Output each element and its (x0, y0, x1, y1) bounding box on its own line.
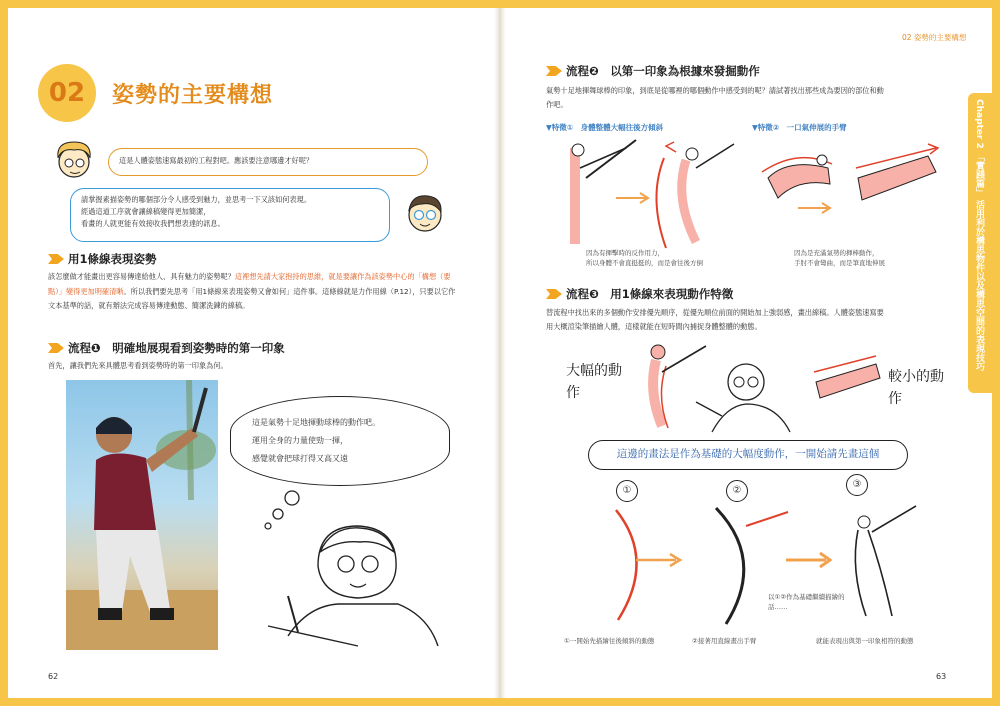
chapter-heading (38, 64, 274, 124)
thought-text (252, 414, 442, 468)
chapter-title: 姿勢的主要構想 (112, 83, 274, 108)
caption-line: 所以身體不會直挺挺的，而是會往後方倒 (586, 259, 703, 267)
thought-line: 運用全身的力量使勁一揮， (252, 436, 348, 445)
section-arrow-icon (546, 289, 562, 299)
section-arrow-icon (546, 66, 562, 76)
feature2-label: ▼特徵② 一口氣伸展的手臂 (752, 123, 847, 132)
right-page (506, 8, 992, 698)
body-line: 用大概渲染筆描繪人體，這樣就能在短時間內捕捉身體整體的動態。 (546, 322, 762, 331)
body-line: 氣勢十足地揮舞球棒的印象，到底是從哪裡的哪個動作中感受到的呢？請試著找出那些成為要因的部位和動 (546, 86, 884, 95)
bottom-caption-2: ②接著用直線畫出手臂 (692, 637, 757, 645)
step1-title: 流程❶ 明確地展現看到姿勢時的第一印象 (68, 341, 285, 355)
handwritten-small-motion: 較小的動作 (888, 369, 944, 407)
character-glasses-icon (400, 188, 450, 238)
bubble-text: 這是人體姿態速寫最初的工程對吧。應該要注意哪邊才好呢？ (119, 156, 314, 165)
running-header: 02 姿勢的主要構想 (902, 33, 967, 42)
bottom-caption-3: 就能表現出與第一印象相符的動態 (816, 637, 914, 645)
feature2-caption (794, 248, 954, 268)
feature2-illustration (758, 138, 948, 248)
caption-line: 因為有揮擊時的反作用力， (586, 249, 664, 257)
step-circle-3: ③ (846, 474, 868, 496)
feature1-label: ▼特徵① 身體整體大幅往後方傾斜 (546, 123, 664, 132)
caption-line: 因為是充滿氣勢的揮棒動作， (794, 249, 879, 257)
step2-body (546, 84, 958, 112)
feature1-caption (586, 248, 736, 268)
speech-bubble-question (108, 148, 428, 176)
body-text: 該怎麼做才能畫出更容易傳達給他人、具有魅力的姿勢呢？ (48, 272, 235, 281)
step1-heading (48, 340, 285, 356)
step2-title: 流程❷ 以第一印象為根據來發掘動作 (566, 64, 760, 78)
step3-heading (546, 286, 733, 302)
chapter-side-tab: Chapter 2 「實踐篇」 活用利於構思物件以及構思空間的表現技巧 (968, 93, 992, 393)
step1-intro: 首先，讓我們先來具體思考看到姿勢時的第一印象為何。 (48, 361, 228, 370)
speech-bubble-answer (70, 188, 390, 242)
body-line: 作吧。 (546, 100, 568, 109)
section-arrow-icon (48, 254, 64, 264)
caption-line: 手肘不會彎曲，而是筆直地伸展 (794, 259, 885, 267)
bubble-line: 經過這道工序就會讓線稿變得更加簡潔， (81, 207, 211, 216)
bubble-line: 請掌握素描姿勢的哪個部分令人感受到魅力，並思考一下又該如何表現。 (81, 195, 312, 204)
step-circle-2: ② (726, 480, 748, 502)
step2-heading (546, 63, 760, 79)
chapter-number-badge: 02 (38, 64, 96, 122)
body-line: 替流程中找出來的多個動作安排優先順序，從優先順位前面的開始加上強弱感，畫出線稿。人體姿態速寫要 (546, 308, 884, 317)
step3-title: 流程❸ 用1條線來表現動作特徵 (566, 287, 734, 301)
section-body (48, 270, 460, 314)
baseball-player-photo (66, 380, 218, 650)
feature1-illustration (556, 138, 736, 258)
step3-body (546, 306, 966, 334)
section-title: 用1條線表現姿勢 (68, 252, 157, 266)
highlighted-text: 這裡想先請大家抱持的思維，就是要讓作為該姿勢中心的「構想（要點）」變得更加明確清晰 (48, 272, 451, 296)
bubble-line: 看畫的人就更能有效接收我們想表達的訊息。 (81, 219, 225, 228)
section-heading (48, 251, 157, 267)
left-page (8, 8, 494, 698)
handwritten-big-motion: 大幅的動作 (566, 363, 622, 401)
body-text: 。所以我們要先思考「用1條線來表現姿勢又會如何」這件事。這條線就是力作用線（P.12），只要以它作文本基準的話，就有辦法完成容易傳達動態、簡潔洗鍊的線稿。 (48, 286, 456, 310)
drawing-artist-illustration (248, 486, 448, 656)
speech-banner: 這邊的畫法是作為基礎的大幅度動作，一開始請先畫這個 (588, 440, 908, 470)
baseball-player-figure-icon (66, 380, 218, 650)
note-box: 以①②作為基礎繼續描繪的話…… (768, 592, 858, 612)
page-number: 62 (48, 672, 59, 681)
section-arrow-icon (48, 343, 64, 353)
thought-line: 這是氣勢十足地揮動球棒的動作吧。 (252, 418, 380, 427)
book-spine (494, 8, 506, 698)
teacher-illustration (626, 342, 886, 442)
bottom-caption-1: ①一開始先描繪往後傾斜的動態 (564, 637, 655, 645)
thought-line: 感覺就會把球打得又高又遠 (252, 454, 348, 463)
step-circle-1: ① (616, 480, 638, 502)
character-curly-hair-icon (50, 136, 98, 184)
page-number: 63 (936, 672, 947, 681)
